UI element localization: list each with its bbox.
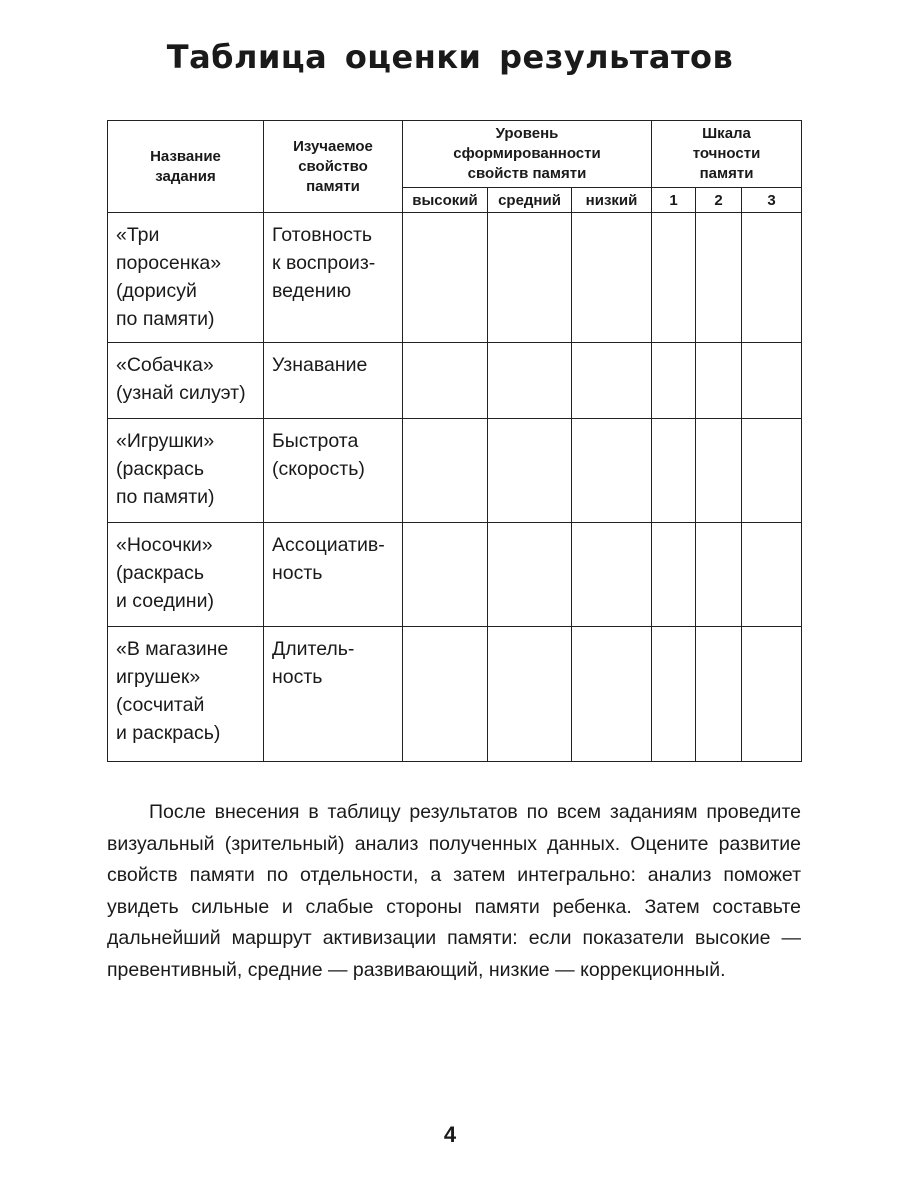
memory-property: Готовность к воспроиз- ведению xyxy=(272,224,376,302)
header-scale-2: 2 xyxy=(696,188,742,213)
task-name: «Три поросенка» (дорисуй по памяти) xyxy=(116,224,222,330)
scale-3-cell[interactable] xyxy=(742,627,802,762)
scale-3-cell[interactable] xyxy=(742,213,802,343)
page-title: Таблица оценки результатов xyxy=(166,38,734,76)
memory-property: Быстрота (скорость) xyxy=(272,430,365,480)
header-level-low: низкий xyxy=(572,188,652,213)
scale-1-cell[interactable] xyxy=(652,419,696,523)
header-scale-group: Шкала точности памяти xyxy=(652,121,802,188)
header-level-group: Уровень сформированности свойств памяти xyxy=(403,121,652,188)
table-header-row xyxy=(108,121,802,188)
level-mid-cell[interactable] xyxy=(488,419,572,523)
table-row xyxy=(108,523,802,627)
memory-property: Ассоциатив- ность xyxy=(272,534,385,584)
header-level-high: высокий xyxy=(403,188,488,213)
level-low-cell[interactable] xyxy=(572,213,652,343)
scale-1-cell[interactable] xyxy=(652,627,696,762)
paragraph-text: После внесения в таблицу результатов по всем заданиям проведите визуальный (зрительный) анализ полученных данных. Оцените развитие свойств памяти по отдельности, а затем интегрально: анализ поможет увидеть сильные и слабые стороны памяти ребенка. Затем составьте дальнейший маршрут активизации памяти: если показатели высокие — превентивный, средние — развивающий, низкие — коррекционный. xyxy=(107,801,801,981)
task-cell xyxy=(108,343,264,419)
scale-2-cell[interactable] xyxy=(696,627,742,762)
instructions-paragraph xyxy=(107,797,801,986)
level-mid-cell[interactable] xyxy=(488,627,572,762)
table-row xyxy=(108,627,802,762)
task-cell xyxy=(108,627,264,762)
scale-2-cell[interactable] xyxy=(696,523,742,627)
header-scale-1: 1 xyxy=(652,188,696,213)
header-scale-3: 3 xyxy=(742,188,802,213)
header-level-mid: средний xyxy=(488,188,572,213)
task-cell xyxy=(108,523,264,627)
level-low-cell[interactable] xyxy=(572,419,652,523)
results-table xyxy=(107,120,802,762)
property-cell xyxy=(264,419,403,523)
task-cell xyxy=(108,213,264,343)
scale-2-cell[interactable] xyxy=(696,213,742,343)
table-row xyxy=(108,343,802,419)
level-mid-cell[interactable] xyxy=(488,213,572,343)
level-high-cell[interactable] xyxy=(403,627,488,762)
level-mid-cell[interactable] xyxy=(488,343,572,419)
property-cell xyxy=(264,627,403,762)
level-high-cell[interactable] xyxy=(403,213,488,343)
scale-1-cell[interactable] xyxy=(652,213,696,343)
table-row xyxy=(108,213,802,343)
scale-1-cell[interactable] xyxy=(652,343,696,419)
scale-3-cell[interactable] xyxy=(742,419,802,523)
scale-3-cell[interactable] xyxy=(742,523,802,627)
level-low-cell[interactable] xyxy=(572,523,652,627)
task-name: «Собачка» (узнай силуэт) xyxy=(116,354,246,404)
scale-1-cell[interactable] xyxy=(652,523,696,627)
property-cell xyxy=(264,343,403,419)
header-memory-property: Изучаемое свойство памяти xyxy=(264,121,403,213)
task-name: «Игрушки» (раскрась по памяти) xyxy=(116,430,215,508)
scale-2-cell[interactable] xyxy=(696,419,742,523)
scale-3-cell[interactable] xyxy=(742,343,802,419)
level-high-cell[interactable] xyxy=(403,343,488,419)
level-low-cell[interactable] xyxy=(572,627,652,762)
task-name: «В магазине игрушек» (сосчитай и раскрась) xyxy=(116,638,229,744)
task-cell xyxy=(108,419,264,523)
task-name: «Носочки» (раскрась и соедини) xyxy=(116,534,214,612)
property-cell xyxy=(264,523,403,627)
memory-property: Узнавание xyxy=(272,354,368,376)
table-row xyxy=(108,419,802,523)
page-number: 4 xyxy=(443,1122,457,1147)
level-mid-cell[interactable] xyxy=(488,523,572,627)
level-high-cell[interactable] xyxy=(403,419,488,523)
header-task-name: Название задания xyxy=(108,121,264,213)
level-high-cell[interactable] xyxy=(403,523,488,627)
property-cell xyxy=(264,213,403,343)
level-low-cell[interactable] xyxy=(572,343,652,419)
scale-2-cell[interactable] xyxy=(696,343,742,419)
memory-property: Длитель- ность xyxy=(272,638,355,688)
